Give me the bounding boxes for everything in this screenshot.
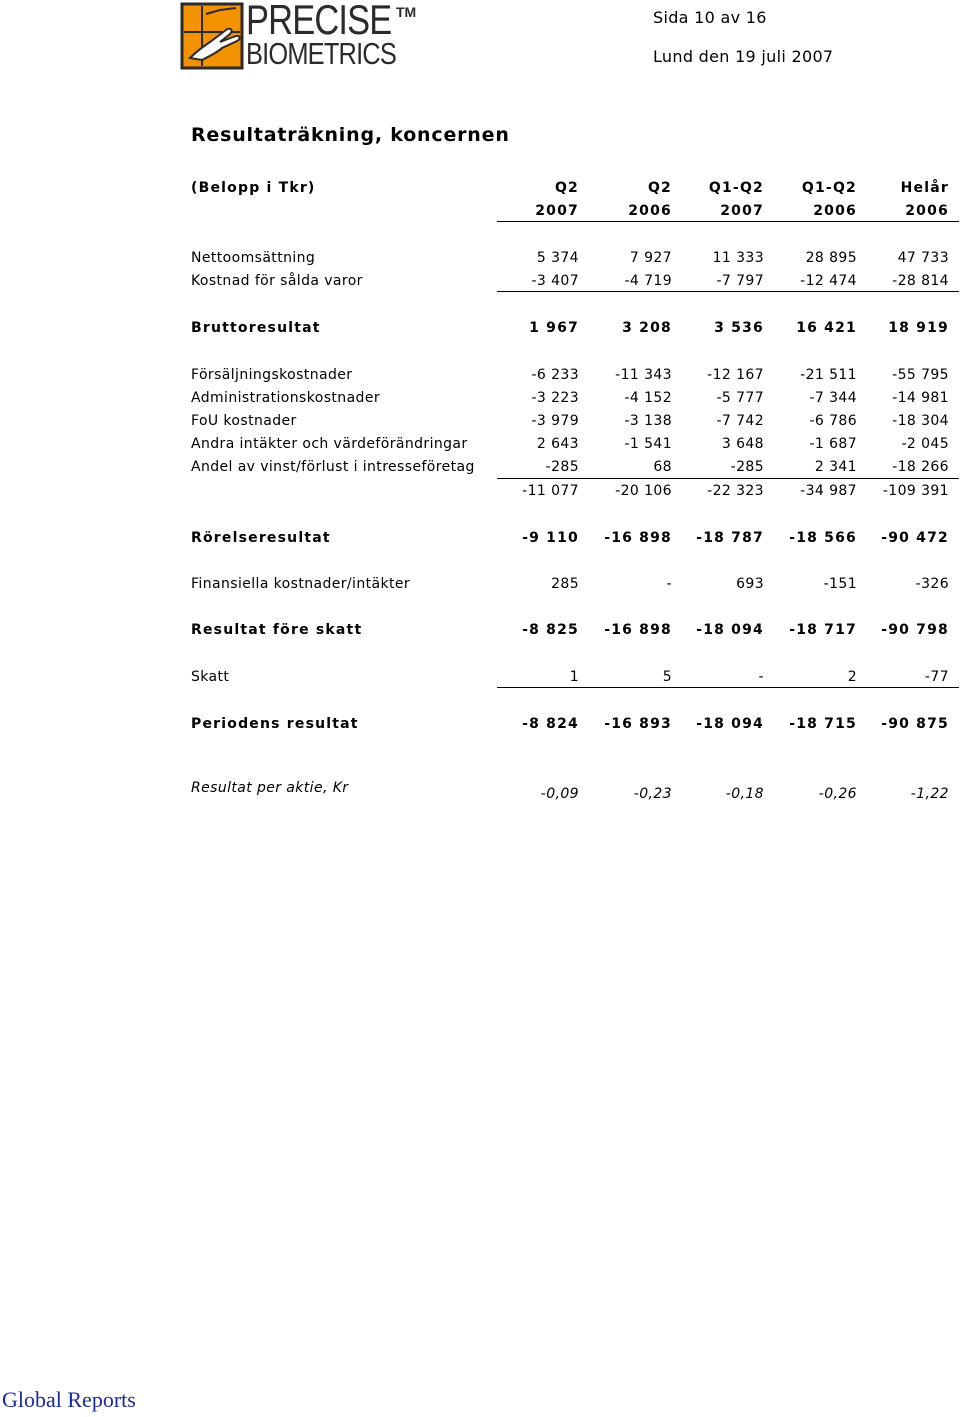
table-cell: 3 648 (721, 436, 764, 452)
unit-label: (Belopp i Tkr) (191, 180, 316, 196)
table-cell: 7 927 (629, 250, 672, 266)
table-cell: -0,18 (725, 786, 764, 802)
table-cell: -28 814 (892, 273, 949, 289)
table-cell: -8 825 (522, 622, 579, 638)
page-title: Resultaträkning, koncernen (191, 124, 510, 146)
table-cell: -20 106 (615, 483, 672, 499)
subtotal-divider (497, 478, 959, 479)
table-cell: -1 541 (624, 436, 672, 452)
table-cell: -11 343 (615, 367, 672, 383)
row-label: Administrationskostnader (191, 390, 381, 406)
company-logo (180, 2, 420, 72)
row-label: Resultat före skatt (191, 622, 363, 638)
table-cell: -12 167 (707, 367, 764, 383)
table-cell: 1 (569, 669, 579, 685)
table-cell: -0,26 (818, 786, 857, 802)
table-cell: 3 536 (714, 320, 764, 336)
table-cell: -3 138 (624, 413, 672, 429)
table-header-row-1 (0, 180, 960, 202)
subtotal-divider (497, 291, 959, 292)
table-cell: -90 798 (881, 622, 949, 638)
table-cell: -55 795 (892, 367, 949, 383)
table-cell: -18 094 (696, 622, 764, 638)
row-label: Andra intäkter och värdeförändringar (191, 436, 468, 452)
table-cell: -0,23 (633, 786, 672, 802)
table-cell: -7 344 (809, 390, 857, 406)
table-cell: 5 (662, 669, 672, 685)
table-cell: 2 643 (536, 436, 579, 452)
trademark-symbol: TM (396, 4, 417, 20)
table-cell: -109 391 (882, 483, 949, 499)
table-cell: -16 898 (604, 530, 672, 546)
table-cell: -285 (545, 459, 579, 475)
table-row (0, 622, 960, 644)
table-cell: -12 474 (800, 273, 857, 289)
header-divider (497, 221, 959, 222)
precise-biometrics-hand-logo-icon (180, 2, 244, 70)
table-cell: -9 110 (522, 530, 579, 546)
row-label: Kostnad för sålda varor (191, 273, 363, 289)
table-cell: -8 824 (522, 716, 579, 732)
table-cell: -6 786 (809, 413, 857, 429)
table-cell: -5 777 (716, 390, 764, 406)
table-cell: 18 919 (888, 320, 949, 336)
row-label: FoU kostnader (191, 413, 297, 429)
table-cell: -4 152 (624, 390, 672, 406)
table-row (0, 390, 960, 412)
table-cell: -1 687 (809, 436, 857, 452)
logo-word-biometrics: BIOMETRICS (246, 36, 396, 71)
table-cell: -326 (915, 576, 949, 592)
table-cell: -16 893 (604, 716, 672, 732)
row-label: Försäljningskostnader (191, 367, 353, 383)
col-header: Q1-Q2 (801, 180, 857, 196)
table-cell: 68 (653, 459, 672, 475)
col-header-year: 2006 (813, 203, 857, 219)
col-header-year: 2007 (720, 203, 764, 219)
table-cell: -18 717 (789, 622, 857, 638)
col-header: Q1-Q2 (708, 180, 764, 196)
table-cell: 1 967 (529, 320, 579, 336)
logo-word-precise: PRECISE (246, 0, 392, 43)
col-header: Helår (900, 180, 949, 196)
table-cell: -6 233 (531, 367, 579, 383)
table-cell: -2 045 (901, 436, 949, 452)
table-cell: 28 895 (805, 250, 857, 266)
table-cell: 2 (847, 669, 857, 685)
table-cell: -18 266 (892, 459, 949, 475)
table-cell: -285 (730, 459, 764, 475)
table-cell: - (666, 576, 672, 592)
table-row (0, 576, 960, 598)
row-label: Bruttoresultat (191, 320, 321, 336)
table-cell: -4 719 (624, 273, 672, 289)
table-row (0, 483, 960, 505)
table-cell: -7 797 (716, 273, 764, 289)
table-row (0, 250, 960, 272)
row-label: Skatt (191, 669, 230, 685)
place-date: Lund den 19 juli 2007 (653, 47, 834, 66)
table-cell: -0,09 (540, 786, 579, 802)
table-cell: -151 (823, 576, 857, 592)
col-header: Q2 (554, 180, 579, 196)
table-cell: - (758, 669, 764, 685)
table-cell: -18 094 (696, 716, 764, 732)
table-cell: 693 (736, 576, 764, 592)
table-cell: 11 333 (712, 250, 764, 266)
row-label: Resultat per aktie, Kr (191, 780, 349, 796)
table-row (0, 786, 960, 808)
table-cell: -90 472 (881, 530, 949, 546)
table-cell: -34 987 (800, 483, 857, 499)
table-row (0, 716, 960, 738)
table-cell: 47 733 (897, 250, 949, 266)
table-cell: -18 566 (789, 530, 857, 546)
table-cell: 285 (551, 576, 579, 592)
col-header-year: 2007 (535, 203, 579, 219)
table-cell: -14 981 (892, 390, 949, 406)
table-cell: -3 979 (531, 413, 579, 429)
col-header: Q2 (647, 180, 672, 196)
row-label: Nettoomsättning (191, 250, 316, 266)
subtotal-divider (497, 687, 959, 688)
table-cell: 2 341 (814, 459, 857, 475)
table-cell: 16 421 (796, 320, 857, 336)
table-cell: -90 875 (881, 716, 949, 732)
table-cell: -22 323 (707, 483, 764, 499)
table-row (0, 320, 960, 342)
table-cell: -77 (924, 669, 949, 685)
row-label: Rörelseresultat (191, 530, 331, 546)
table-cell: -3 223 (531, 390, 579, 406)
table-cell: -16 898 (604, 622, 672, 638)
table-cell: 5 374 (536, 250, 579, 266)
table-cell: -18 715 (789, 716, 857, 732)
page-number: Sida 10 av 16 (653, 8, 767, 27)
global-reports-watermark[interactable]: Global Reports (2, 1387, 136, 1412)
table-row (0, 413, 960, 435)
table-cell: -21 511 (800, 367, 857, 383)
table-cell: -1,22 (910, 786, 949, 802)
table-cell: -7 742 (716, 413, 764, 429)
table-cell: 3 208 (622, 320, 672, 336)
table-cell: -3 407 (531, 273, 579, 289)
table-row (0, 367, 960, 389)
table-row (0, 530, 960, 552)
col-header-year: 2006 (905, 203, 949, 219)
table-cell: -11 077 (522, 483, 579, 499)
table-cell: -18 304 (892, 413, 949, 429)
row-label: Periodens resultat (191, 716, 359, 732)
table-cell: -18 787 (696, 530, 764, 546)
table-row (0, 436, 960, 458)
col-header-year: 2006 (628, 203, 672, 219)
row-label: Andel av vinst/förlust i intresseföretag (191, 459, 475, 475)
row-label: Finansiella kostnader/intäkter (191, 576, 411, 592)
